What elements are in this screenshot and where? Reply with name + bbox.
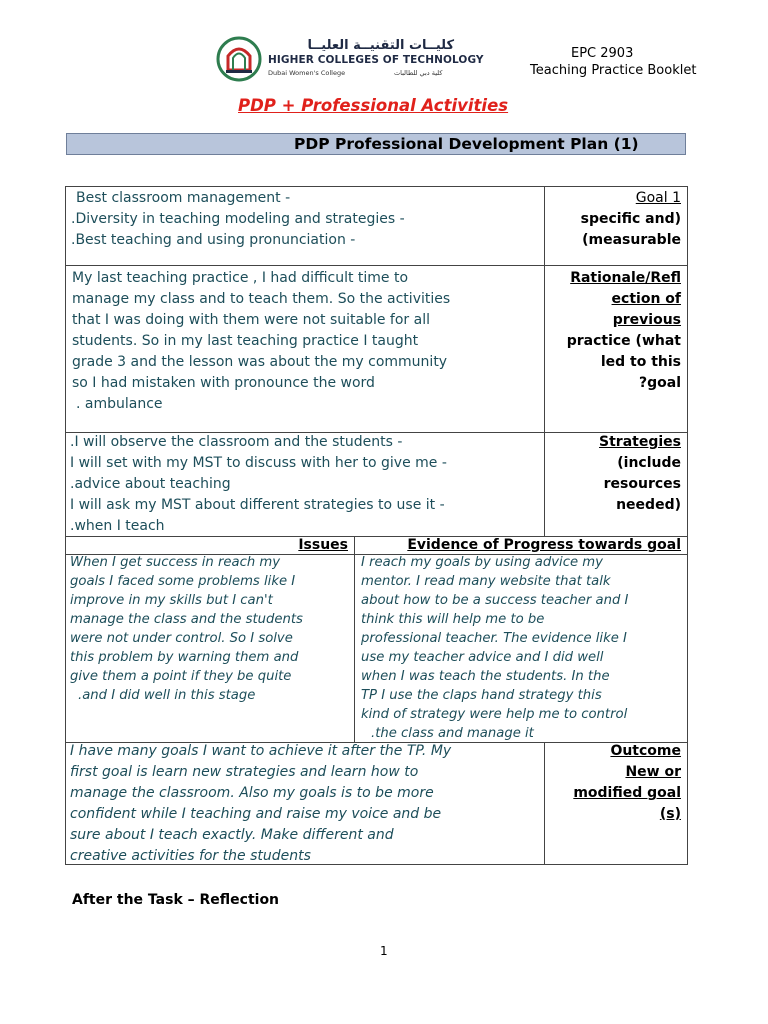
rationale-label: ection of <box>611 291 681 307</box>
goal-label-part: specific and) <box>580 211 681 227</box>
evidence-line: mentor. I read many website that talk <box>361 574 611 589</box>
rationale-line: so I had mistaken with pronounce the word <box>72 375 375 391</box>
outcome-line: creative activities for the students <box>70 848 311 864</box>
issues-line: this problem by warning them and <box>70 650 299 665</box>
issues-line: When I get success in reach my <box>70 555 281 570</box>
goal-label: Goal 1 <box>635 190 681 206</box>
issues-line: give them a point if they be quite <box>70 669 292 684</box>
goal-line: Best classroom management - <box>76 190 291 206</box>
outcome-line: I have many goals I want to achieve it after the TP. My <box>70 743 452 759</box>
evidence-line: think this will help me to be <box>361 612 545 627</box>
outcome-label-cell <box>545 741 681 825</box>
table-border-top <box>65 186 688 187</box>
section-title: PDP + Professional Activities <box>238 96 509 115</box>
rationale-line: . ambulance <box>76 396 163 412</box>
outcome-label: New or <box>625 764 681 780</box>
evidence-line: I reach my goals by using advice my <box>361 555 603 570</box>
issues-line: were not under control. So I solve <box>70 631 293 646</box>
strategies-line: .when I teach <box>70 518 165 534</box>
rationale-line: grade 3 and the lesson was about the my community <box>72 354 448 370</box>
outcome-label: modified goal <box>573 785 681 801</box>
strategies-line: .I will observe the classroom and the students - <box>70 434 403 450</box>
issues-header-text: Issues <box>298 537 348 553</box>
rationale-label: ?goal <box>638 375 681 391</box>
goal-line: .Best teaching and using pronunciation - <box>71 232 356 248</box>
page-number: 1 <box>380 944 388 958</box>
evidence-line: when I was teach the students. In the <box>361 669 610 684</box>
issues-line: manage the class and the students <box>70 612 303 627</box>
evidence-header <box>355 536 681 554</box>
strategies-answer-cell <box>70 432 542 537</box>
banner-title: PDP Professional Development Plan (1) <box>294 135 639 153</box>
issues-answer-cell <box>70 553 352 705</box>
evidence-answer-cell <box>361 553 685 743</box>
outcome-label: Outcome <box>610 743 681 759</box>
table-border-left <box>65 186 66 865</box>
rationale-line: students. So in my last teaching practice I taught <box>72 333 419 349</box>
rationale-label: Rationale/Refl <box>570 270 681 286</box>
logo-arabic-text: كليــات التقنيــة العليــا <box>307 38 454 53</box>
course-code: EPC 2903 <box>571 46 634 61</box>
evidence-line: kind of strategy were help me to control <box>361 707 628 722</box>
strategies-label: needed) <box>616 497 681 513</box>
rationale-line: that I was doing with them were not suitable for all <box>72 312 430 328</box>
strategies-label: resources <box>603 476 681 492</box>
outcome-answer-cell <box>70 741 542 867</box>
evidence-line: about how to be a success teacher and I <box>361 593 629 608</box>
issues-line: improve in my skills but I can't <box>70 593 273 608</box>
evidence-line: TP I use the claps hand strategy this <box>361 688 602 703</box>
goal-label-cell <box>545 188 681 251</box>
evidence-header-text: Evidence of Progress towards goal <box>407 537 681 553</box>
rationale-label: practice (what <box>566 333 681 349</box>
strategies-label: (include <box>617 455 681 471</box>
goal-label <box>545 209 681 230</box>
table-border-right <box>687 186 688 865</box>
booklet-title: Teaching Practice Booklet <box>530 63 697 78</box>
logo-campus-english: Dubai Women's College <box>268 69 346 77</box>
evidence-line: professional teacher. The evidence like I <box>361 631 627 646</box>
issues-header <box>66 536 348 554</box>
goal-label: (measurable <box>582 232 681 248</box>
issues-line: goals I faced some problems like I <box>70 574 296 589</box>
goal-answer-cell <box>66 188 544 251</box>
strategies-label-cell <box>545 432 681 516</box>
outcome-line: manage the classroom. Also my goals is to be more <box>70 785 434 801</box>
logo-english-text: HIGHER COLLEGES OF TECHNOLOGY <box>268 54 484 66</box>
column-divider <box>354 536 355 743</box>
rationale-label: led to this <box>600 354 681 370</box>
outcome-line: confident while I teaching and raise my voice and be <box>70 806 442 822</box>
strategies-line: I will ask my MST about different strategies to use it - <box>70 497 445 513</box>
rationale-answer-cell <box>72 268 542 415</box>
after-task-title: After the Task – Reflection <box>72 892 280 908</box>
outcome-line: first goal is learn new strategies and learn how to <box>70 764 419 780</box>
strategies-label: Strategies <box>599 434 681 450</box>
goal-line: .Diversity in teaching modeling and strategies - <box>71 211 405 227</box>
strategies-line: I will set with my MST to discuss with her to give me - <box>70 455 447 471</box>
row-divider <box>65 265 688 266</box>
rationale-line: manage my class and to teach them. So the activities <box>72 291 451 307</box>
evidence-line: .the class and manage it <box>371 726 534 741</box>
issues-line: .and I did well in this stage <box>78 688 256 703</box>
strategies-line: .advice about teaching <box>70 476 231 492</box>
outcome-label: (s) <box>659 806 681 822</box>
outcome-line: sure about I teach exactly. Make different and <box>70 827 394 843</box>
rationale-line: My last teaching practice , I had difficult time to <box>72 270 409 286</box>
rationale-label: previous <box>612 312 681 328</box>
logo-campus-arabic: كلية دبي للطالبات <box>394 69 443 77</box>
evidence-line: use my teacher advice and I did well <box>361 650 604 665</box>
rationale-label-cell <box>545 268 681 394</box>
